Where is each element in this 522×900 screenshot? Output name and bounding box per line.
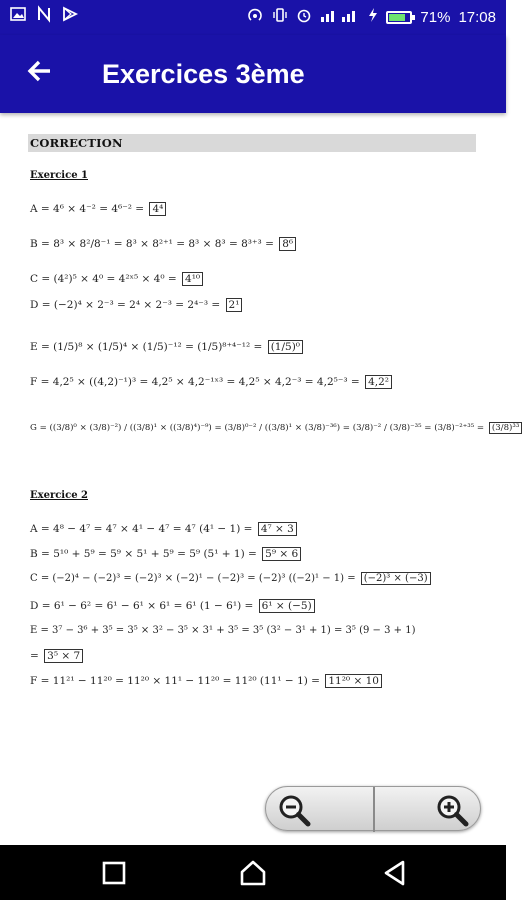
equation-line bbox=[30, 523, 297, 535]
hotspot-icon bbox=[246, 7, 264, 27]
equation-line bbox=[30, 341, 303, 353]
equation-answer: 4⁷ × 3 bbox=[258, 522, 297, 536]
equation-line bbox=[30, 203, 166, 215]
zoom-in-button[interactable] bbox=[375, 787, 482, 832]
home-icon[interactable] bbox=[239, 859, 267, 887]
app-bar bbox=[0, 35, 506, 113]
equation-answer: 3⁵ × 7 bbox=[44, 649, 83, 663]
equation-answer: 4⁴ bbox=[149, 202, 166, 216]
battery-percent: 71% bbox=[420, 8, 451, 26]
equation-answer: (3/8)³³ bbox=[489, 422, 522, 434]
back-arrow-icon[interactable] bbox=[26, 57, 54, 93]
equation-text: D = 6¹ − 6² = 6¹ − 6¹ × 6¹ = 6¹ (1 − 6¹) = bbox=[30, 600, 257, 612]
vibrate-icon bbox=[272, 7, 288, 27]
equation-text: C = (4²)⁵ × 4⁰ = 4²ˣ⁵ × 4⁰ = bbox=[30, 273, 181, 285]
battery-fill bbox=[389, 14, 405, 21]
recent-apps-icon[interactable] bbox=[100, 859, 128, 887]
charging-icon bbox=[368, 7, 378, 27]
equation-line bbox=[30, 423, 522, 433]
battery-icon bbox=[386, 11, 412, 24]
navigation-bar bbox=[0, 845, 506, 900]
status-right bbox=[246, 6, 496, 28]
equation-line bbox=[30, 675, 382, 687]
equation-text: A = 4⁶ × 4⁻² = 4⁶⁻² = bbox=[30, 203, 148, 215]
back-nav-icon[interactable] bbox=[381, 859, 409, 887]
equation-answer: 2¹ bbox=[226, 298, 243, 312]
equation-text: = bbox=[30, 650, 43, 662]
equation-text: A = 4⁸ − 4⁷ = 4⁷ × 4¹ − 4⁷ = 4⁷ (4¹ − 1) = bbox=[30, 523, 256, 535]
document-view[interactable] bbox=[0, 113, 520, 845]
equation-text: G = ((3/8)⁰ × (3/8)⁻²) / ((3/8)¹ × ((3/8)⁴)⁻⁹) = (3/8)⁰⁻² / ((3/8)¹ × (3/8)⁻³⁶) = (3/8)⁻² / (3/8)⁻³⁵ = (3/8)⁻²⁺³⁵ = bbox=[30, 423, 487, 433]
zoom-out-icon bbox=[278, 794, 312, 826]
equation-line bbox=[30, 376, 392, 388]
status-bar bbox=[0, 0, 506, 35]
equation-text: E = 3⁷ − 3⁶ + 3⁵ = 3⁵ × 3² − 3⁵ × 3¹ + 3⁵ = 3⁵ (3² − 3¹ + 1) = 3⁵ (9 − 3 + 1) bbox=[30, 625, 416, 636]
equation-line bbox=[30, 299, 242, 311]
signal-icon bbox=[320, 7, 360, 27]
status-left bbox=[10, 6, 78, 28]
exercise-1-title: Exercice 1 bbox=[30, 170, 88, 181]
n-icon bbox=[36, 6, 52, 29]
exercise-2-title: Exercice 2 bbox=[30, 490, 88, 501]
equation-text: F = 11²¹ − 11²⁰ = 11²⁰ × 11¹ − 11²⁰ = 11²⁰ (11¹ − 1) = bbox=[30, 675, 324, 687]
equation-text: D = (−2)⁴ × 2⁻³ = 2⁴ × 2⁻³ = 2⁴⁻³ = bbox=[30, 299, 224, 311]
equation-answer: 5⁹ × 6 bbox=[262, 547, 301, 561]
equation-answer: 8⁶ bbox=[279, 237, 296, 251]
equation-text: E = (1/5)⁸ × (1/5)⁴ × (1/5)⁻¹² = (1/5)⁸⁺⁴⁻¹² = bbox=[30, 341, 266, 353]
equation-answer: (−2)³ × (−3) bbox=[361, 572, 431, 585]
equation-answer: (1/5)⁰ bbox=[268, 340, 303, 354]
equation-answer: 4¹⁰ bbox=[182, 272, 203, 286]
clock: 17:08 bbox=[458, 8, 496, 26]
equation-line bbox=[30, 548, 301, 560]
equation-text: B = 5¹⁰ + 5⁹ = 5⁹ × 5¹ + 5⁹ = 5⁹ (5¹ + 1) = bbox=[30, 548, 261, 560]
equation-answer: 11²⁰ × 10 bbox=[325, 674, 382, 688]
zoom-in-icon bbox=[436, 794, 470, 826]
equation-line bbox=[30, 600, 315, 612]
page-title: Exercices 3ème bbox=[102, 59, 305, 89]
equation-text: C = (−2)⁴ − (−2)³ = (−2)³ × (−2)¹ − (−2)³ = (−2)³ ((−2)¹ − 1) = bbox=[30, 573, 359, 584]
zoom-out-button[interactable] bbox=[266, 787, 373, 832]
equation-text: F = 4,2⁵ × ((4,2)⁻¹)³ = 4,2⁵ × 4,2⁻¹ˣ³ = 4,2⁵ × 4,2⁻³ = 4,2⁵⁻³ = bbox=[30, 376, 364, 388]
equation-line bbox=[30, 273, 203, 285]
equation-answer: 6¹ × (−5) bbox=[259, 599, 315, 613]
play-store-icon bbox=[62, 6, 78, 29]
equation-line bbox=[30, 573, 431, 584]
alarm-icon bbox=[296, 7, 312, 27]
image-icon bbox=[10, 6, 26, 29]
zoom-controls bbox=[265, 786, 481, 831]
equation-line bbox=[30, 650, 83, 662]
equation-text: B = 8³ × 8²/8⁻¹ = 8³ × 8²⁺¹ = 8³ × 8³ = 8³⁺³ = bbox=[30, 238, 278, 250]
correction-heading: CORRECTION bbox=[28, 134, 476, 152]
equation-line bbox=[30, 625, 415, 636]
equation-answer: 4,2² bbox=[365, 375, 392, 389]
equation-line bbox=[30, 238, 296, 250]
